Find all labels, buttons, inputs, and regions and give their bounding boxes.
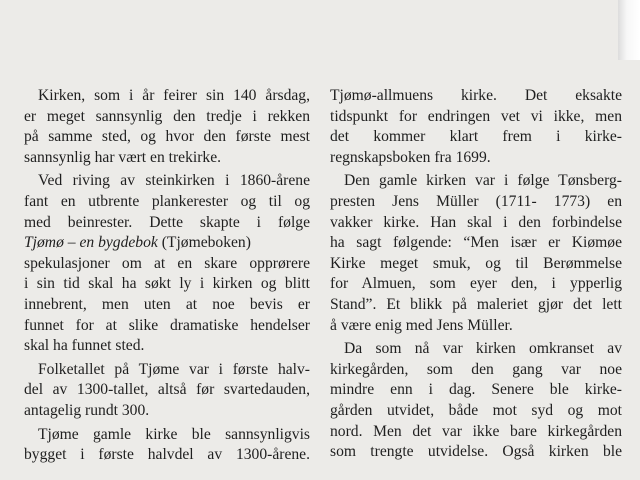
text-line: spekulasjoner om at en skare opprørere <box>24 254 310 272</box>
text-line: er meget sannsynlig den tredje i rekken <box>24 107 310 125</box>
text-line: vakker kirke. Han skal i den forbindelse <box>330 213 622 231</box>
text-line <box>24 233 310 254</box>
right-column <box>330 86 622 463</box>
scan-edge <box>618 0 640 60</box>
text-line: Kirken, som i år feirer sin 140 årsdag, <box>38 87 310 104</box>
text-line: som trengte utvidelse. Også kirken ble <box>330 443 622 461</box>
text-fragment: (Tjømeboken) <box>157 234 251 252</box>
text-line: sannsynlig har vært en trekirke. <box>24 148 222 166</box>
text-line: Tjømø-allmuens kirke. Det eksakte <box>330 87 622 104</box>
text-line: i sin tid skal ha søkt ly i kirken og blitt <box>24 275 310 293</box>
text-line: fant en utbrente plankerester og til og <box>24 192 310 210</box>
text-line: det kommer klart frem i kirke- <box>330 128 622 146</box>
text-line: å være enig med Jens Müller. <box>330 316 513 334</box>
text-line: regnskapsboken fra 1699. <box>330 148 491 166</box>
text-line: ha sagt følgende: “Men især er Kiømøe <box>330 234 622 252</box>
text-line: presten Jens Müller (1711- 1773) en <box>330 192 622 210</box>
text-line: Ved riving av steinkirken i 1860-årene <box>38 172 310 190</box>
text-line: Kirke meget smuk, og til Berømmelse <box>330 254 622 272</box>
left-column <box>24 86 310 466</box>
text-line: innebrent, men uten at noe bevis er <box>24 295 310 313</box>
text-line: antagelig rundt 300. <box>24 401 150 419</box>
text-line: Den gamle kirken var i følge Tønsberg- <box>344 172 622 190</box>
text-line: Folketallet på Tjøme var i første halv- <box>38 360 310 378</box>
text-line: for Almuen, som eyer den, i ypperlig <box>330 275 622 293</box>
text-line: Da som nå var kirken omkranset av <box>344 340 622 358</box>
text-line: del av 1300-tallet, altså før svartedauden, <box>24 381 310 399</box>
book-title: Tjømø – en bygdebok <box>24 234 158 252</box>
text-line: funnet for at slike dramatiske hendelser <box>24 316 310 334</box>
text-line: mindre enn i dag. Senere ble kirke- <box>330 381 622 399</box>
text-line: skal ha funnet sted. <box>24 337 145 355</box>
text-line: Tjøme gamle kirke ble sannsynligvis <box>38 425 310 443</box>
text-line: gården utvidet, både mot syd og mot <box>330 401 622 419</box>
text-line: bygget i første halvdel av 1300-årene. <box>24 446 310 464</box>
text-line: Stand”. Et blikk på maleriet gjør det lett <box>330 295 622 313</box>
text-line: nord. Men det var ikke bare kirkegården <box>330 422 622 440</box>
text-line: kirkegården, som den gang var noe <box>330 360 622 378</box>
text-line: med beinrester. Dette skapte i følge <box>24 213 310 231</box>
text-line: tidspunkt for endringen vet vi ikke, men <box>330 107 622 125</box>
text-line: på samme sted, og hvor den første mest <box>24 128 310 146</box>
